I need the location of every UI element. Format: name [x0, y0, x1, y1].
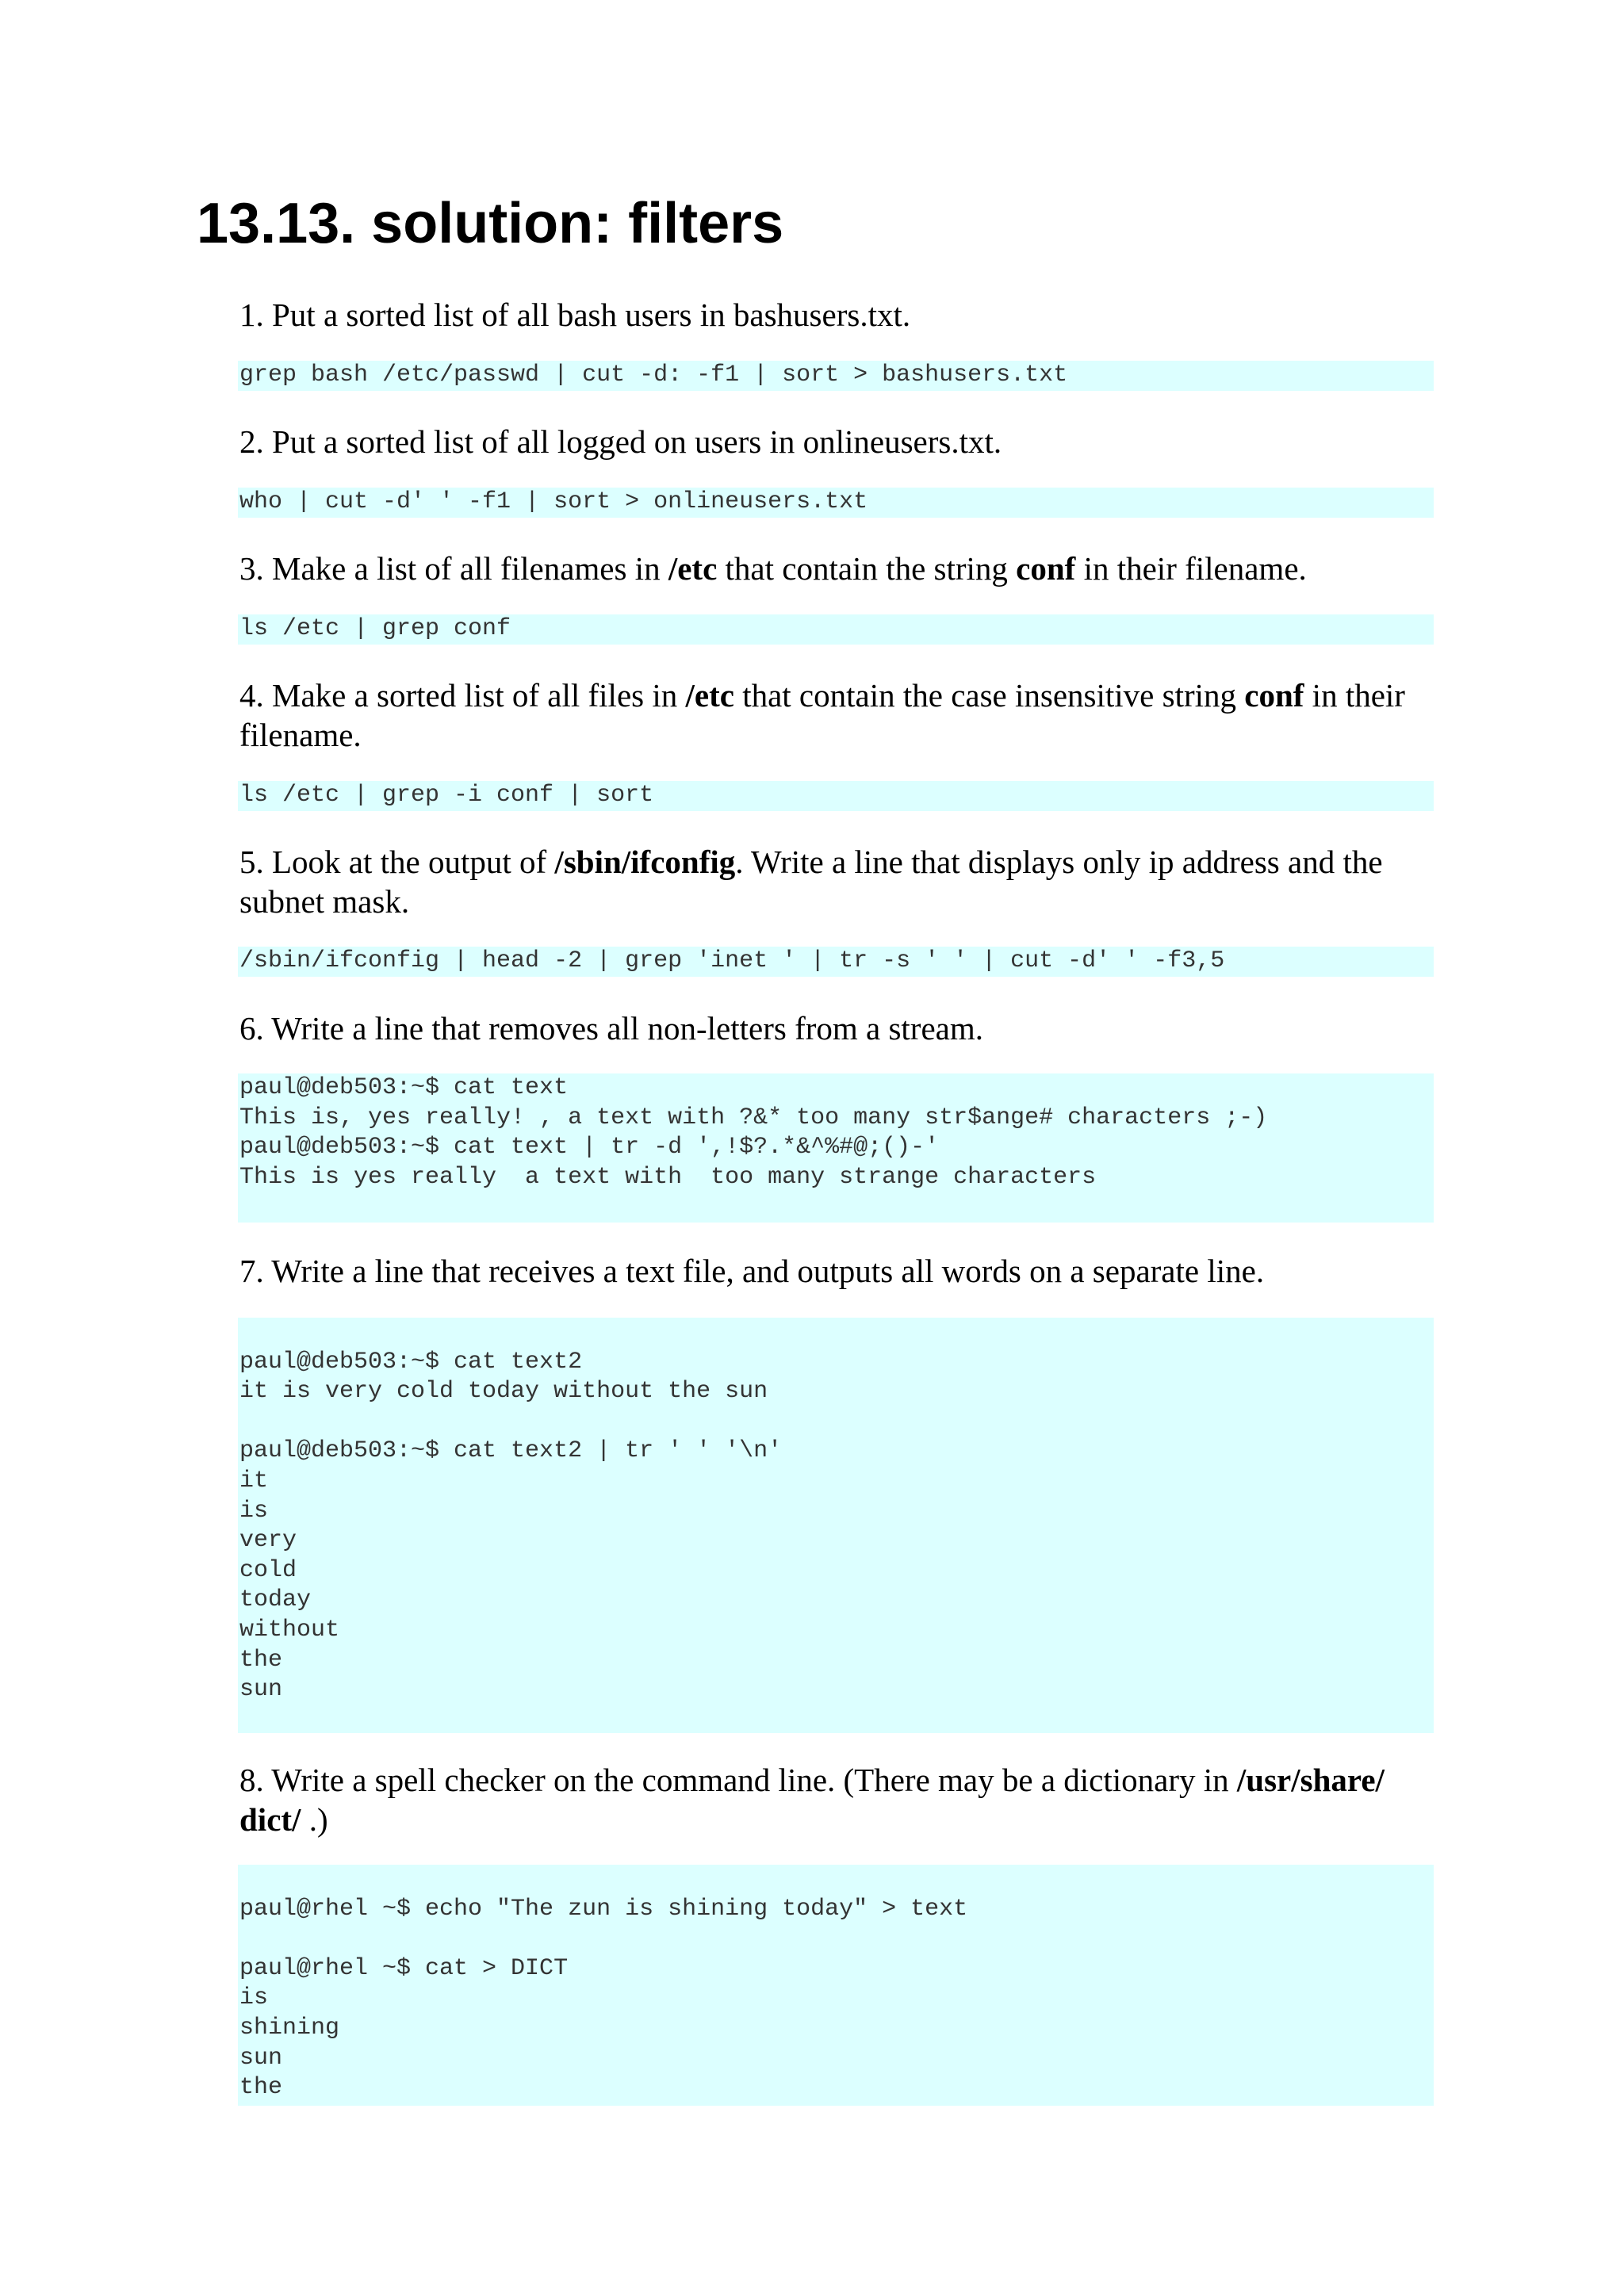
question-text: . Write a line that displays only ip address and the subnet mask.	[239, 844, 1383, 920]
code-line: very	[239, 1527, 297, 1555]
code-line	[239, 1192, 1434, 1223]
code-block-6	[238, 1073, 1434, 1223]
question-number: 6.	[239, 1010, 264, 1047]
code-block-7	[238, 1318, 1434, 1733]
code-line: paul@rhel ~$ echo "The zun is shining today" > text	[239, 1895, 968, 1923]
question-text: Make a sorted list of all files in	[272, 677, 686, 714]
code-line: sun	[239, 1676, 283, 1704]
code-line: /sbin/ifconfig | head -2 | grep 'inet ' | tr -s ' ' | cut -d' ' -f3,5	[239, 947, 1225, 974]
question-5	[239, 842, 1445, 921]
question-number: 1.	[239, 297, 264, 333]
code-block-1	[238, 361, 1434, 391]
path-dict: /usr/share/ dict/	[239, 1762, 1385, 1838]
code-line: the	[239, 2074, 283, 2102]
question-text: that contain the case insensitive string	[733, 677, 1245, 714]
code-line	[239, 1407, 1434, 1437]
code-line: paul@rhel ~$ cat > DICT	[239, 1954, 569, 1982]
question-3	[239, 549, 1445, 588]
question-text: Put a sorted list of all logged on users in onlineusers.txt.	[272, 423, 1002, 460]
question-number: 2.	[239, 423, 264, 460]
question-4	[239, 675, 1445, 755]
question-number: 5.	[239, 844, 264, 880]
code-line	[239, 1865, 1434, 1895]
code-line: ls /etc | grep conf	[239, 615, 511, 642]
question-1	[239, 295, 1445, 335]
question-text: Look at the output of	[263, 844, 555, 880]
question-number: 7.	[239, 1253, 264, 1289]
question-number: 8.	[239, 1762, 264, 1798]
path-ifconfig: /sbin/ifconfig	[554, 844, 736, 880]
question-6	[239, 1008, 1445, 1048]
code-line: is	[239, 1497, 269, 1525]
code-line: cold	[239, 1556, 297, 1584]
question-text: in their filename.	[239, 677, 1405, 753]
question-2	[239, 422, 1445, 461]
keyword-conf: conf	[1244, 677, 1304, 714]
code-line: without	[239, 1616, 340, 1644]
code-line: shining	[239, 2014, 340, 2042]
code-line: today	[239, 1586, 312, 1614]
question-text: Write a spell checker on the command line. (There may be a dictionary in	[271, 1762, 1237, 1798]
code-line: the	[239, 1646, 283, 1674]
code-block-8	[238, 1865, 1434, 2106]
question-text: .)	[301, 1801, 328, 1838]
question-text: Write a line that removes all non-letters from a stream.	[271, 1010, 984, 1047]
code-block-2	[238, 488, 1434, 518]
code-line: is	[239, 1984, 269, 2012]
question-text: that contain the string	[717, 550, 1017, 587]
code-line	[239, 1318, 1434, 1348]
section-heading: 13.13. solution: filters	[197, 192, 784, 255]
code-line: This is yes really a text with too many strange characters	[239, 1163, 1097, 1191]
code-line: paul@deb503:~$ cat text2 | tr ' ' '\n'	[239, 1437, 783, 1465]
code-block-5	[238, 947, 1434, 977]
code-line: it	[239, 1467, 269, 1494]
code-line: grep bash /etc/passwd | cut -d: -f1 | sort > bashusers.txt	[239, 362, 1068, 388]
code-line: paul@deb503:~$ cat text | tr -d ',!$?.*&^%#@;()-'	[239, 1134, 940, 1161]
code-line: This is, yes really! , a text with ?&* too many str$ange# characters ;-)	[239, 1104, 1268, 1131]
code-line	[239, 1924, 1434, 1954]
question-text: Put a sorted list of all bash users in bashusers.txt.	[272, 297, 911, 333]
code-line: it is very cold today without the sun	[239, 1378, 768, 1406]
path-etc: /etc	[668, 550, 718, 587]
question-number: 3.	[239, 550, 264, 587]
code-block-3	[238, 614, 1434, 645]
code-line: paul@deb503:~$ cat text2	[239, 1348, 583, 1376]
question-8	[239, 1760, 1445, 1839]
code-line	[239, 1705, 1434, 1733]
question-7	[239, 1251, 1445, 1291]
code-line: who | cut -d' ' -f1 | sort > onlineusers.txt	[239, 488, 868, 515]
question-text: Write a line that receives a text file, and outputs all words on a separate line.	[271, 1253, 1265, 1289]
question-number: 4.	[239, 677, 264, 714]
keyword-conf: conf	[1016, 550, 1076, 587]
question-text: Make a list of all filenames in	[272, 550, 668, 587]
question-text: in their filename.	[1075, 550, 1307, 587]
path-etc: /etc	[685, 677, 734, 714]
code-line: paul@deb503:~$ cat text	[239, 1074, 569, 1101]
code-line: ls /etc | grep -i conf | sort	[239, 782, 654, 809]
code-line: sun	[239, 2044, 283, 2072]
code-block-4	[238, 781, 1434, 811]
